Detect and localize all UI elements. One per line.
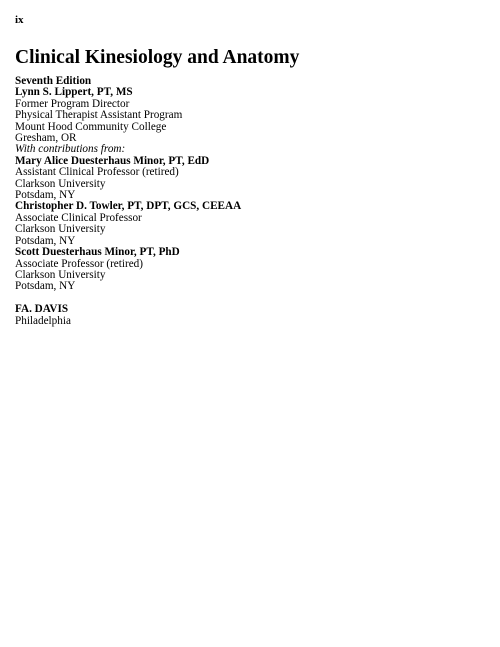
contributor-affiliation-line: Potsdam, NY (15, 189, 76, 202)
author-affiliation-line: Former Program Director (15, 97, 130, 110)
contributor-affiliation-line: Clarkson University (15, 177, 106, 190)
contributor-affiliation-line: Associate Clinical Professor (15, 211, 142, 224)
contributor-affiliation-line: Potsdam, NY (15, 234, 76, 247)
edition: Seventh Edition (15, 75, 92, 87)
contributions-label: With contributions from: (15, 143, 126, 156)
publisher-city: Philadelphia (15, 314, 71, 327)
contributor-affiliation-line: Clarkson University (15, 268, 106, 281)
publisher-name: FA. DAVIS (15, 303, 69, 316)
contributor-affiliation-line: Clarkson University (15, 223, 106, 236)
author-affiliation-line: Physical Therapist Assistant Program (15, 109, 183, 122)
contributor-affiliation-line: Potsdam, NY (15, 280, 76, 293)
contributor-name: Christopher D. Towler, PT, DPT, GCS, CEEAA (15, 200, 242, 213)
spacer (15, 293, 485, 304)
title-page-content (15, 76, 485, 327)
author-affiliation-line: Gresham, OR (15, 132, 77, 145)
contributor-affiliation-line: Associate Professor (retired) (15, 257, 143, 270)
book-title: Clinical Kinesiology and Anatomy (15, 47, 300, 68)
page-number: ix (15, 14, 24, 26)
author-affiliation-line: Mount Hood Community College (15, 120, 167, 133)
contributor-name: Mary Alice Duesterhaus Minor, PT, EdD (15, 154, 210, 167)
contributor-affiliation-line: Assistant Clinical Professor (retired) (15, 166, 179, 179)
author-name: Lynn S. Lippert, PT, MS (15, 86, 133, 99)
contributor-name: Scott Duesterhaus Minor, PT, PhD (15, 246, 180, 259)
